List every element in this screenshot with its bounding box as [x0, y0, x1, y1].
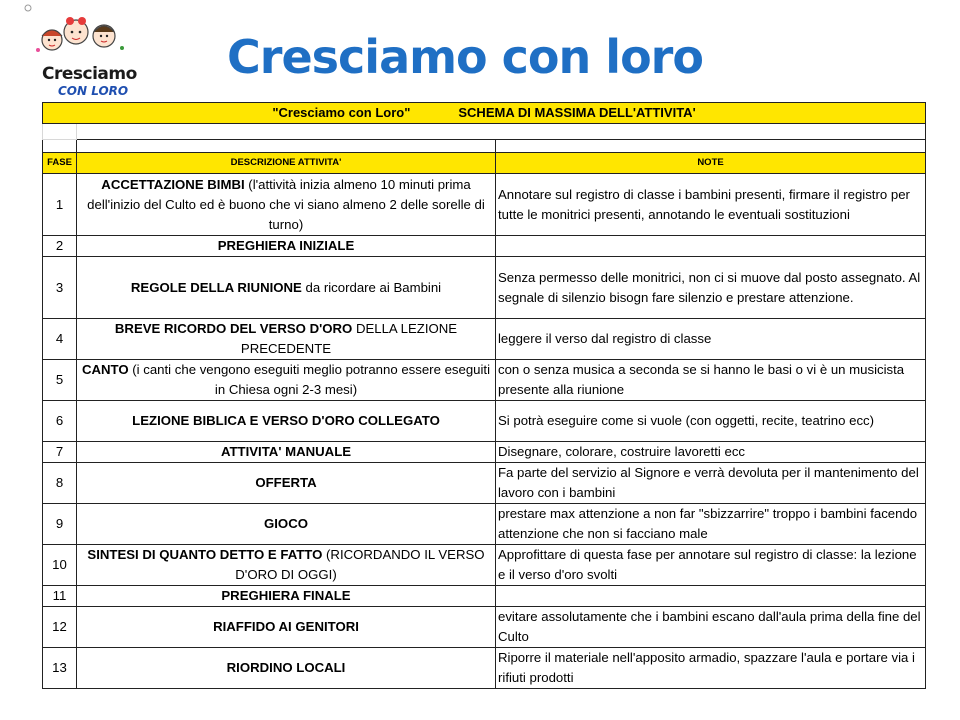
activity-detail: (l'attività inizia almeno 10 minuti prima dell'inizio del Culto ed è buono che vi siano almeno 2 delle sorelle di turno) [87, 176, 485, 232]
col-header-note: NOTE [496, 153, 926, 174]
activity-description [77, 586, 496, 607]
activity-note: con o senza musica a seconda se si hanno le basi o vi è un musicista presente alla riunione [496, 360, 926, 401]
activity-description [77, 607, 496, 648]
activity-note: Si potrà eseguire come si vuole (con oggetti, recite, teatrino ecc) [496, 401, 926, 442]
activity-note: Disegnare, colorare, costruire lavoretti ecc [496, 442, 926, 463]
activity-title: BREVE RICORDO DEL VERSO D'ORO [114, 321, 353, 336]
table-row [43, 360, 926, 401]
phase-number: 7 [43, 442, 77, 463]
activity-note: Riporre il materiale nell'apposito armadio, spazzare l'aula e portare via i rifiuti prodotti [496, 648, 926, 689]
activity-title: PREGHIERA INIZIALE [217, 238, 355, 253]
activity-description [77, 257, 496, 319]
activity-title: ACCETTAZIONE BIMBI [101, 176, 245, 192]
table-title-right: SCHEMA DI MASSIMA DELL'ATTIVITA' [458, 105, 696, 120]
table-row [43, 442, 926, 463]
activity-note: Fa parte del servizio al Signore e verrà devoluta per il mantenimento del lavoro con i bambini [496, 463, 926, 504]
table-title-row [43, 103, 926, 124]
table-row [43, 504, 926, 545]
phase-number: 1 [43, 174, 77, 236]
phase-number: 13 [43, 648, 77, 689]
phase-number: 11 [43, 586, 77, 607]
phase-number: 12 [43, 607, 77, 648]
phase-number: 3 [43, 257, 77, 319]
activity-description [77, 360, 496, 401]
activity-note: prestare max attenzione a non far "sbizzarrire" troppo i bambini facendo attenzione che non si facciano male [496, 504, 926, 545]
empty-row [43, 124, 926, 140]
table-title-left: "Cresciamo con Loro" [272, 105, 411, 120]
col-header-descrizione: DESCRIZIONE ATTIVITA' [77, 153, 496, 174]
activity-note: evitare assolutamente che i bambini escano dall'aula prima della fine del Culto [496, 607, 926, 648]
activity-title: ATTIVITA' MANUALE [220, 444, 352, 459]
activity-description [77, 319, 496, 360]
activity-title: RIORDINO LOCALI [226, 660, 346, 675]
table-row [43, 463, 926, 504]
activity-title: PREGHIERA FINALE [221, 588, 351, 603]
activity-description [77, 174, 496, 236]
phase-number: 6 [43, 401, 77, 442]
activity-description [77, 463, 496, 504]
activity-detail: (i canti che vengono eseguiti meglio potranno essere eseguiti in Chiesa ogni 2-3 mesi) [128, 362, 491, 397]
activity-description [77, 442, 496, 463]
activity-title: CANTO [81, 362, 129, 377]
table-row [43, 648, 926, 689]
activity-description [77, 545, 496, 586]
activity-detail: da ricordare ai Bambini [301, 279, 442, 295]
activity-description [77, 648, 496, 689]
activity-schedule-table [42, 102, 926, 689]
table-row [43, 174, 926, 236]
table-row [43, 257, 926, 319]
activity-note: Senza permesso delle monitrici, non ci si muove dal posto assegnato. Al segnale di silenzio bisogn fare silenzio e prestare attenzione. [496, 257, 926, 319]
spacer-row [43, 140, 926, 153]
logo-text: Cresciamo [42, 64, 137, 84]
activity-description [77, 504, 496, 545]
table-row [43, 607, 926, 648]
table-row [43, 319, 926, 360]
column-header-row [43, 153, 926, 174]
table-row [43, 401, 926, 442]
phase-number: 5 [43, 360, 77, 401]
activity-description [77, 401, 496, 442]
table-row [43, 545, 926, 586]
table-row [43, 586, 926, 607]
page-title: Cresciamo con loro [227, 30, 703, 84]
activity-description [77, 236, 496, 257]
activity-note: leggere il verso dal registro di classe [496, 319, 926, 360]
activity-detail: (RICORDANDO IL VERSO D'ORO DI OGGI) [235, 547, 485, 582]
activity-title: RIAFFIDO AI GENITORI [213, 619, 359, 634]
col-header-fase: FASE [43, 153, 77, 174]
table-row [43, 236, 926, 257]
logo-subtext: CON LORO [58, 84, 129, 98]
activity-title: REGOLE DELLA RIUNIONE [130, 279, 302, 295]
activity-detail: DELLA LEZIONE PRECEDENTE [240, 321, 458, 356]
phase-number: 8 [43, 463, 77, 504]
phase-number: 10 [43, 545, 77, 586]
phase-number: 9 [43, 504, 77, 545]
activity-title: GIOCO [264, 516, 308, 531]
phase-number: 4 [43, 319, 77, 360]
activity-note [496, 236, 926, 257]
activity-title: SINTESI DI QUANTO DETTO E FATTO [87, 547, 323, 562]
activity-note: Approfittare di questa fase per annotare sul registro di classe: la lezione e il verso d'oro svolti [496, 545, 926, 586]
activity-note: Annotare sul registro di classe i bambini presenti, firmare il registro per tutte le monitrici presenti, annotando le eventuali sostituzioni [496, 174, 926, 236]
phase-number: 2 [43, 236, 77, 257]
activity-note [496, 586, 926, 607]
activity-title: OFFERTA [255, 475, 317, 490]
activity-title: LEZIONE BIBLICA E VERSO D'ORO COLLEGATO [132, 413, 440, 428]
